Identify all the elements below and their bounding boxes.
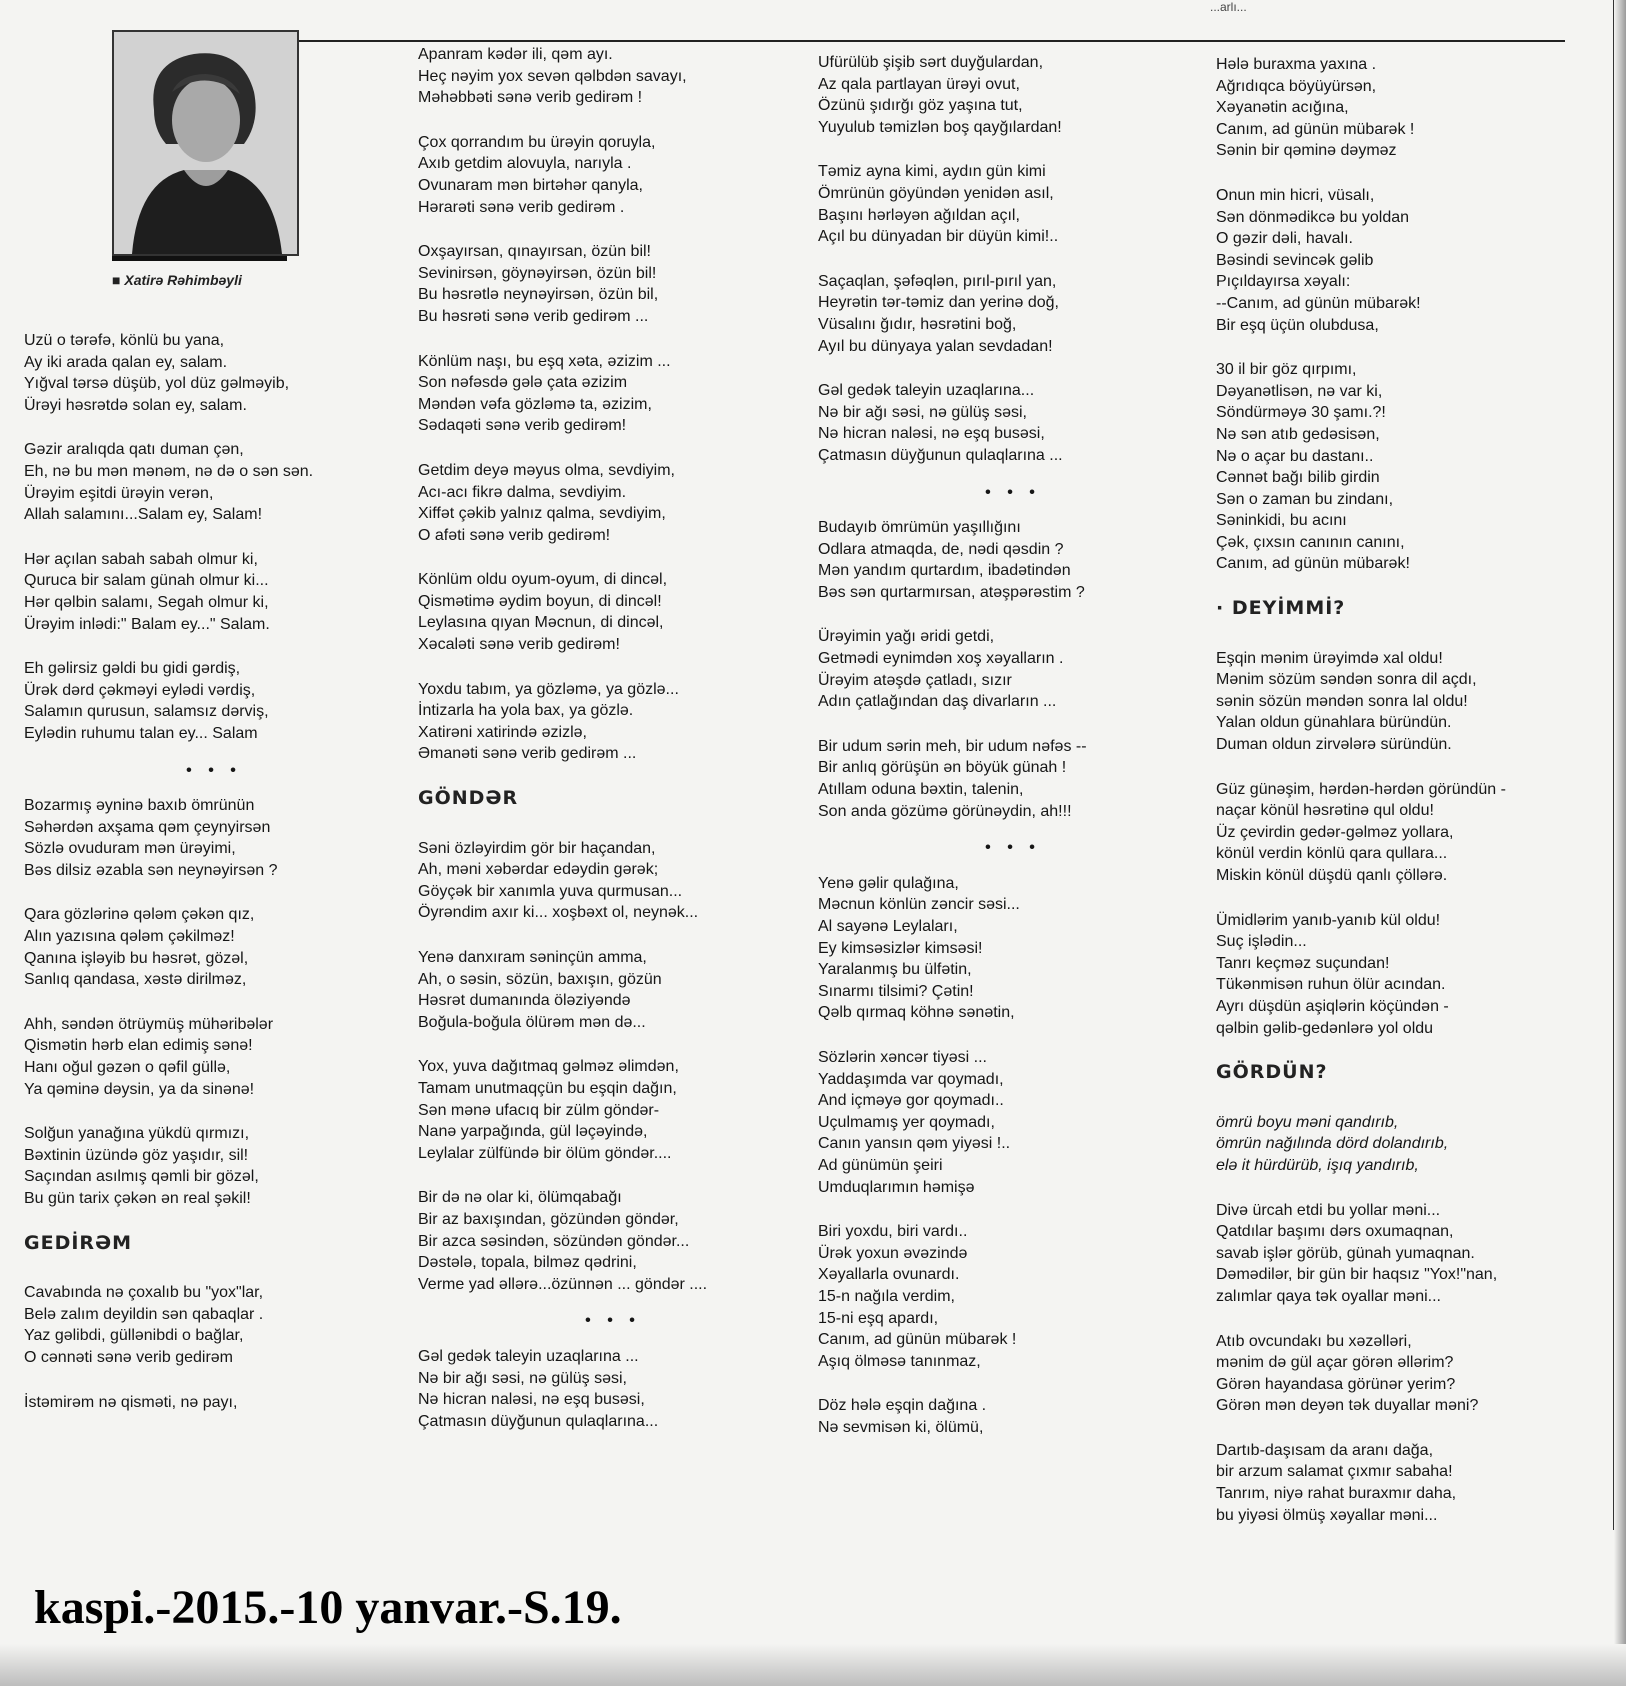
stanza — [818, 52, 1208, 138]
verse-line: Ayıl bu dünyaya yalan sevdadan! — [818, 337, 1053, 355]
verse-line: Göyçək bir xanımla yuva qurmusan... — [418, 882, 683, 900]
stanza — [24, 1282, 404, 1368]
stanza — [818, 517, 1208, 603]
verse-line: Açıl bu dünyadan bir düyün kimi!.. — [818, 228, 1059, 246]
verse-line: Yoxdu tabım, ya gözləmə, ya gözlə... — [418, 680, 679, 698]
verse-line: Bəxtinin üzündə göz yaşıdır, sil! — [24, 1146, 249, 1164]
verse-line: elə it hürdürüb, işıq yandırıb, — [1216, 1156, 1419, 1174]
verse-line: Sevinirsən, göynəyirsən, özün bil! — [418, 264, 657, 282]
verse-line: Sınarmı tilsimi? Çətin! — [818, 982, 974, 1000]
verse-line: mənim də gül açar görən əllərim? — [1216, 1354, 1454, 1372]
verse-line: Dəstələ, topala, bilməz qədrini, — [418, 1254, 637, 1272]
verse-line: Uçulmamış yer qoymadı, — [818, 1113, 995, 1131]
verse-line: Əmanəti sənə verib gedirəm ... — [418, 745, 637, 763]
verse-line: Aşıq ölməsə tanınmaz, — [818, 1352, 981, 1370]
column-3 — [818, 52, 1208, 1461]
verse-line: Odlara atmaqda, de, nədi qəsdin ? — [818, 540, 1064, 558]
stanza — [1216, 779, 1606, 887]
verse-line: Bir udum sərin meh, bir udum nəfəs -- — [818, 737, 1087, 755]
verse-line: Divə ürcah etdi bu yollar məni... — [1216, 1201, 1441, 1219]
verse-line: --Canım, ad günün mübarək! — [1216, 294, 1421, 312]
verse-line: Bir azca səsindən, sözündən göndər... — [418, 1232, 690, 1250]
verse-line: Ad günümün şeiri — [818, 1156, 943, 1174]
verse-line: Sözlə ovuduram mən ürəyimi, — [24, 840, 236, 858]
verse-line: Xiffət çəkib yalnız qalma, sevdiyim, — [418, 505, 666, 523]
verse-line: Solğun yanağına yükdü qırmızı, — [24, 1125, 250, 1143]
verse-line: Bu gün tarix çəkən ən real şəkil! — [24, 1190, 251, 1207]
verse-line: Çox qorrandım bu ürəyin qoruyla, — [418, 133, 656, 151]
stanza — [418, 947, 808, 1033]
verse-line: Acı-acı fikrə dalma, sevdiyim. — [418, 483, 627, 501]
verse-line: Sənin bir qəminə dəyməz — [1216, 142, 1397, 160]
verse-line: Ürəyim inlədi:" Balam ey..." Salam. — [24, 615, 270, 633]
verse-line: Çək, çıxsın canının canını, — [1216, 533, 1405, 551]
verse-line: sənin sözün məndən sonra lal oldu! — [1216, 692, 1468, 710]
verse-line: Ağrıdıqca böyüyürsən, — [1216, 77, 1377, 95]
stanza — [818, 1047, 1208, 1198]
verse-line: Adın çatlağından daş divarların ... — [818, 693, 1057, 711]
verse-line: Cənnət bağı bilib girdin — [1216, 469, 1380, 487]
verse-line: Eh gəlirsiz gəldi bu gidi gərdiş, — [24, 660, 241, 678]
verse-line: Tanrım, niyə rahat buraxmır daha, — [1216, 1485, 1457, 1503]
verse-line: bu yiyəsi ölmüş xəyallar məni... — [1216, 1506, 1438, 1524]
verse-line: Son nəfəsdə gələ çata əzizim — [418, 374, 628, 392]
verse-line: naçar könül həsrətinə qul oldu! — [1216, 802, 1434, 820]
stanza — [818, 1221, 1208, 1372]
verse-line: Hələ buraxma yaxına . — [1216, 56, 1377, 73]
verse-line: Getdim deyə məyus olma, sevdiyim, — [418, 461, 675, 479]
verse-line: Pıçıldayırsa xəyalı: — [1216, 273, 1351, 291]
verse-line: Canım, ad günün mübarək! — [1216, 555, 1410, 573]
verse-line: Səninkidi, bu acını — [1216, 512, 1347, 530]
author-name: Xatirə Rəhimbəyli — [124, 272, 242, 288]
verse-line: Yığval tərsə düşüb, yol düz gəlməyib, — [24, 375, 290, 393]
verse-line: zalımlar qaya tək oyallar məni... — [1216, 1287, 1441, 1305]
verse-line: Məndən vəfa gözləmə ta, əzizim, — [418, 395, 652, 413]
verse-line: 15-n nağıla verdim, — [818, 1287, 955, 1305]
verse-line: And içməyə gor qoymadı.. — [818, 1092, 1004, 1110]
verse-line: Sədaqəti sənə verib gedirəm! — [418, 417, 627, 435]
verse-line: Üz çevirdin gedər-gəlməz yollara, — [1216, 823, 1454, 841]
verse-line: Ay iki arada qalan ey, salam. — [24, 353, 228, 371]
verse-line: Yaz gəlibdi, güllənibdi o bağlar, — [24, 1327, 244, 1345]
verse-line: Heyrətin tər-təmiz dan yerinə doğ, — [818, 294, 1059, 312]
verse-line: Vüsalını ğıdır, həsrətini boğ, — [818, 315, 1017, 333]
verse-line: Döz hələ eşqin dağına . — [818, 1397, 987, 1415]
verse-line: Başını hərləyən ağıldan açıl, — [818, 206, 1020, 224]
stanza — [418, 44, 808, 109]
page-shadow — [1614, 0, 1626, 1686]
stanza — [1216, 1331, 1606, 1417]
stanza — [24, 439, 404, 525]
stanza — [24, 330, 404, 416]
verse-line: Ya qəminə dəysin, ya da sinənə! — [24, 1080, 255, 1098]
verse-line: Ahh, səndən ötrüymüş mühəribələr — [24, 1015, 274, 1033]
stanza — [1216, 1112, 1606, 1177]
verse-line: Ömrünün göyündən yenidən asıl, — [818, 184, 1054, 202]
stanza — [1216, 648, 1606, 756]
column-1 — [24, 330, 404, 1436]
verse-line: Gəl gedək taleyin uzaqlarına ... — [418, 1347, 639, 1365]
verse-line: Axıb getdim alovuyla, narıyla . — [418, 155, 632, 173]
verse-line: Tanrı keçməz suçundan! — [1216, 954, 1390, 972]
verse-line: Qara gözlərinə qələm çəkən qız, — [24, 906, 255, 924]
verse-line: İstəmirəm nə qisməti, nə payı, — [24, 1393, 238, 1411]
verse-line: Məhəbbəti sənə verib gedirəm ! — [418, 89, 643, 107]
verse-line: Ovunaram mən birtəhər qanyla, — [418, 176, 643, 194]
verse-line: Mənim sözüm səndən sonra dil açdı, — [1216, 671, 1477, 689]
stanza — [24, 658, 404, 744]
verse-line: Canım, ad günün mübarək ! — [818, 1331, 1017, 1349]
verse-line: Tamam unutmaqçün bu eşqin dağın, — [418, 1079, 677, 1097]
verse-line: Dəmədilər, bir gün bir haqsız "Yox!"nan, — [1216, 1266, 1498, 1284]
verse-line: Xəcaləti sənə verib gedirəm! — [418, 636, 620, 654]
verse-line: Ürəyimin yağı əridi getdi, — [818, 628, 995, 646]
verse-line: Nə bir ağı səsi, nə gülüş səsi, — [818, 403, 1027, 421]
stanza — [818, 161, 1208, 247]
verse-line: Nə sevmisən ki, ölümü, — [818, 1418, 984, 1436]
verse-line: Sən o zaman bu zindanı, — [1216, 490, 1394, 508]
verse-line: Bozarmış əyninə baxıb ömrünün — [24, 797, 255, 815]
stanza — [24, 1392, 404, 1414]
verse-line: Ey kimsəsizlər kimsəsi! — [818, 939, 983, 957]
stanza — [1216, 54, 1606, 162]
verse-line: Ah, o səsin, sözün, baxışın, gözün — [418, 970, 662, 988]
verse-line: Saçından asılmış qəmli bir gözəl, — [24, 1168, 259, 1186]
verse-line: Sanlıq qandasa, xəstə dirilməz, — [24, 971, 247, 989]
poem-title: · DEYİMMİ? — [1216, 597, 1346, 620]
verse-line: Quruca bir salam günah olmur ki... — [24, 572, 269, 590]
verse-line: O cənnəti sənə verib gedirəm — [24, 1348, 233, 1366]
verse-line: Bir eşq üçün olubdusa, — [1216, 316, 1379, 334]
verse-line: Tükənmisən ruhun ölür acından. — [1216, 976, 1446, 994]
caption-rule — [112, 256, 287, 261]
verse-line: Alın yazısına qələm çəkilməz! — [24, 928, 235, 946]
verse-line: 30 il bir göz qırpımı, — [1216, 361, 1357, 379]
verse-line: Təmiz ayna kimi, aydın gün kimi — [818, 163, 1046, 181]
stanza — [1216, 1440, 1606, 1526]
poem-title: GÖRDÜN? — [1216, 1061, 1328, 1084]
source-citation: kaspi.-2015.-10 yanvar.-S.19. — [34, 1581, 622, 1634]
verse-line: Yalan oldun günahlara büründün. — [1216, 714, 1452, 732]
verse-line: Qismətimə əydim boyun, di dincəl! — [418, 592, 662, 610]
stanza — [24, 1014, 404, 1100]
column-2 — [418, 44, 808, 1455]
verse-line: Ayrı düşdün aşiqlərin köçündən - — [1216, 997, 1449, 1015]
verse-line: Könlüm naşı, bu eşq xəta, əzizim ... — [418, 352, 671, 370]
verse-line: Hər qəlbin salamı, Segah olmur ki, — [24, 593, 269, 611]
stanza — [1216, 910, 1606, 1040]
verse-line: Səhərdən axşama qəm çeynyirsən — [24, 818, 271, 836]
verse-line: Allah salamını...Salam ey, Salam! — [24, 506, 263, 524]
verse-line: Gəl gedək taleyin uzaqlarına... — [818, 382, 1035, 400]
section-separator: • • • — [585, 1312, 641, 1330]
stanza — [818, 380, 1208, 466]
stanza — [418, 241, 808, 327]
verse-line: Güz günəşim, hərdən-hərdən göründün - — [1216, 780, 1506, 798]
verse-line: Yaralanmış bu ülfətin, — [818, 961, 972, 979]
section-separator: • • • — [985, 839, 1041, 857]
verse-line: Cavabında nə çoxalıb bu "yox"lar, — [24, 1284, 264, 1302]
verse-line: Qəlb qırmaq köhnə sənətin, — [818, 1004, 1015, 1022]
verse-line: Ürək dərd çəkməyi eylədi vərdiş, — [24, 681, 256, 699]
verse-line: Heç nəyim yox sevən qəlbdən savayı, — [418, 67, 687, 85]
verse-line: Boğula-boğula ölürəm mən də... — [418, 1013, 646, 1031]
stanza — [418, 1056, 808, 1164]
verse-line: Duman oldun zirvələrə süründün. — [1216, 736, 1452, 754]
verse-line: Onun min hicri, vüsalı, — [1216, 186, 1375, 204]
verse-line: Nə hicran naləsi, nə eşq busəsi, — [818, 425, 1045, 443]
verse-line: Ürəyi həsrətdə solan ey, salam. — [24, 396, 247, 414]
verse-line: Gəzir aralıqda qatı duman çən, — [24, 441, 244, 459]
verse-line: Canın yansın qəm yiyəsi !.. — [818, 1135, 1011, 1153]
verse-line: Özünü şıdırğı göz yaşına tut, — [818, 97, 1023, 115]
verse-line: Dartıb-daşısam da aranı dağa, — [1216, 1441, 1434, 1459]
verse-line: O afəti sənə verib gedirəm! — [418, 526, 611, 544]
verse-line: Hanı oğul gəzən o qəfil güllə, — [24, 1059, 231, 1077]
verse-line: Yaddaşımda var qoymadı, — [818, 1070, 1004, 1088]
stanza — [1216, 1200, 1606, 1308]
stanza — [418, 569, 808, 655]
verse-line: ömrü boyu məni qandırıb, — [1216, 1113, 1399, 1131]
verse-line: Leylasına qıyan Məcnun, di dincəl, — [418, 614, 664, 632]
verse-line: Bir də nə olar ki, ölümqabağı — [418, 1189, 622, 1207]
verse-line: Ürək yoxun əvəzində — [818, 1244, 968, 1262]
verse-line: savab işlər görüb, günah yumaqnan. — [1216, 1244, 1475, 1262]
verse-line: könül verdin könlü qara qullara... — [1216, 845, 1448, 863]
verse-line: Canım, ad günün mübarək ! — [1216, 120, 1415, 138]
verse-line: O gəzir dəli, havalı. — [1216, 230, 1353, 248]
verse-line: Bir anlıq görüşün ən böyük günah ! — [818, 759, 1067, 777]
verse-line: Nə o açar bu dastanı.. — [1216, 447, 1374, 465]
stanza — [818, 873, 1208, 1024]
stanza — [418, 460, 808, 546]
verse-line: Görən mən deyən tək duyallar məni? — [1216, 1397, 1479, 1415]
verse-line: Görən hayandasa görünər yerim? — [1216, 1375, 1456, 1393]
verse-line: Bəsindi sevincək gəlib — [1216, 251, 1374, 269]
verse-line: Sözlərin xəncər tiyəsi ... — [818, 1048, 987, 1066]
verse-line: Hər açılan sabah sabah olmur ki, — [24, 550, 258, 568]
verse-line: Çatmasın düyğunun qulaqlarına... — [418, 1412, 659, 1430]
verse-line: Budayıb ömrümün yaşıllığını — [818, 519, 1021, 537]
column-4 — [1216, 54, 1606, 1549]
verse-line: Ah, məni xəbərdar edəydin gərək; — [418, 861, 659, 879]
verse-line: Bəs sən qurtarmırsan, atəşpərəstim ? — [818, 583, 1085, 601]
verse-line: Belə zalım deyildin sən qabaqlar . — [24, 1305, 264, 1323]
stanza — [418, 1346, 808, 1432]
verse-line: Nanə yarpağında, gül ləçəyində, — [418, 1123, 648, 1141]
verse-line: Qanına işləyib bu həsrət, gözəl, — [24, 949, 249, 967]
section-separator: • • • — [985, 483, 1041, 501]
portrait-image — [114, 32, 297, 254]
verse-line: Ürəyim atəşdə çatladı, sızır — [818, 671, 1012, 689]
verse-line: Eylədin ruhumu talan ey... Salam — [24, 724, 258, 742]
stanza — [418, 679, 808, 765]
page-shadow — [0, 1644, 1626, 1686]
verse-line: Yox, yuva dağıtmaq gəlməz əlimdən, — [418, 1058, 679, 1076]
verse-line: Xatirəni xatirində əzizlə, — [418, 723, 587, 741]
stanza — [418, 838, 808, 924]
stanza — [418, 1187, 808, 1295]
verse-line: Yenə gəlir qulağına, — [818, 874, 959, 892]
author-photo — [112, 30, 299, 256]
verse-line: Sən dönmədikcə bu yoldan — [1216, 208, 1410, 226]
verse-line: Al sayənə Leylaları, — [818, 918, 958, 935]
stanza — [818, 271, 1208, 357]
verse-line: Leylalar zülfündə bir ölüm göndər.... — [418, 1144, 672, 1162]
verse-line: Dəyanətlisən, nə var ki, — [1216, 382, 1383, 400]
verse-line: Məcnun könlün zəncir səsi... — [818, 896, 1020, 914]
verse-line: Hərarəti sənə verib gedirəm . — [418, 198, 625, 216]
verse-line: Ürəyim eşitdi ürəyin verən, — [24, 484, 214, 502]
verse-line: Son anda gözümə görünəydin, ah!!! — [818, 802, 1072, 820]
verse-line: Sən mənə ufacıq bir zülm göndər- — [418, 1101, 660, 1119]
poem-title: GÖNDƏR — [418, 787, 519, 810]
verse-line: Söndürməyə 30 şamı.?! — [1216, 404, 1386, 422]
verse-line: Apanram kədər ili, qəm ayı. — [418, 46, 613, 63]
stanza — [818, 736, 1208, 822]
verse-line: Salamın qurusun, salamsız dərviş, — [24, 703, 269, 721]
verse-line: Nə bir ağı səsi, nə gülüş səsi, — [418, 1369, 627, 1387]
stanza — [818, 1395, 1208, 1438]
verse-line: Nə hicran naləsi, nə eşq busəsi, — [418, 1391, 645, 1409]
verse-line: Eh, nə bu mən mənəm, nə də o sən sən. — [24, 462, 314, 480]
stanza — [24, 1123, 404, 1209]
verse-line: Ümidlərim yanıb-yanıb kül oldu! — [1216, 911, 1441, 929]
verse-line: Miskin könül düşdü qanlı çöllərə. — [1216, 867, 1448, 884]
verse-line: İntizarla ha yola bax, ya gözlə. — [418, 702, 634, 720]
stanza — [1216, 185, 1606, 336]
verse-line: Xəyanətin acığına, — [1216, 99, 1349, 117]
verse-line: Bir az baxışından, gözündən göndər, — [418, 1210, 679, 1228]
header-stub: ...arlı... — [1210, 0, 1247, 14]
verse-line: Bəs dilsiz əzabla sən neynəyirsən ? — [24, 861, 278, 879]
verse-line: Suç işlədin... — [1216, 933, 1307, 951]
verse-line: Oxşayırsan, qınayırsan, özün bil! — [418, 243, 651, 261]
verse-line: Könlüm oldu oyum-oyum, di dincəl, — [418, 571, 668, 589]
verse-line: Bu həsrəti sənə verib gedirəm ... — [418, 307, 649, 325]
verse-line: Qismətin hərb elan edimiş sənə! — [24, 1037, 253, 1055]
verse-line: 15-ni eşq apardı, — [818, 1309, 939, 1327]
verse-line: bir arzum salamat çıxmır sabaha! — [1216, 1463, 1453, 1481]
verse-line: ömrün nağılında dörd dolandırıb, — [1216, 1135, 1449, 1153]
verse-line: Həsrət dumanında öləziyəndə — [418, 992, 631, 1010]
verse-line: Az qala partlayan ürəyi ovut, — [818, 75, 1020, 93]
verse-line: Uzü o tərəfə, könlü bu yana, — [24, 332, 225, 349]
verse-line: Çatmasın düyğunun qulaqlarına ... — [818, 446, 1063, 464]
verse-line: Xəyallarla ovunardı. — [818, 1266, 960, 1284]
verse-line: qəlbin gəlib-gedənlərə yol oldu — [1216, 1019, 1434, 1037]
verse-line: Yuyulub təmizlən boş qayğılardan! — [818, 118, 1062, 136]
poem-title: GEDİRƏM — [24, 1231, 133, 1254]
top-rule — [140, 40, 1565, 42]
verse-line: Getmədi eynimdən xoş xəyalların . — [818, 650, 1064, 668]
verse-line: Verme yad əllərə...özünnən ... göndər .... — [418, 1275, 708, 1293]
verse-line: Atıllam oduna bəxtin, talenin, — [818, 781, 1024, 799]
verse-line: Atıb ovcundakı bu xəzəlləri, — [1216, 1332, 1412, 1350]
stanza — [418, 351, 808, 437]
section-separator: • • • — [186, 761, 242, 779]
stanza — [24, 904, 404, 990]
verse-line: Bu həsrətlə neynəyirsən, özün bil, — [418, 286, 659, 304]
stanza — [1216, 359, 1606, 575]
verse-line: Umduqlarımın həmişə — [818, 1178, 975, 1196]
verse-line: Öyrəndim axır ki... xoşbəxt ol, neynək... — [418, 904, 699, 922]
verse-line: Nə sən atıb gedəsisən, — [1216, 425, 1380, 443]
stanza — [24, 549, 404, 635]
verse-line: Saçaqlan, şəfəqlən, pırıl-pırıl yan, — [818, 272, 1057, 290]
verse-line: Qatdılar başımı dərs oxumaqnan, — [1216, 1223, 1454, 1241]
author-caption: ■ Xatirə Rəhimbəyli — [112, 272, 242, 288]
verse-line: Ufürülüb şişib sərt duyğulardan, — [818, 54, 1044, 71]
verse-line: Yenə danxıram səninçün amma, — [418, 949, 647, 966]
stanza — [24, 795, 404, 881]
stanza — [818, 626, 1208, 712]
verse-line: Eşqin mənim ürəyimdə xal oldu! — [1216, 649, 1443, 667]
stanza — [418, 132, 808, 218]
verse-line: Səni özləyirdim gör bir haçandan, — [418, 839, 656, 857]
verse-line: Biri yoxdu, biri vardı.. — [818, 1223, 968, 1241]
verse-line: Mən yandım qurtardım, ibadətindən — [818, 562, 1071, 580]
